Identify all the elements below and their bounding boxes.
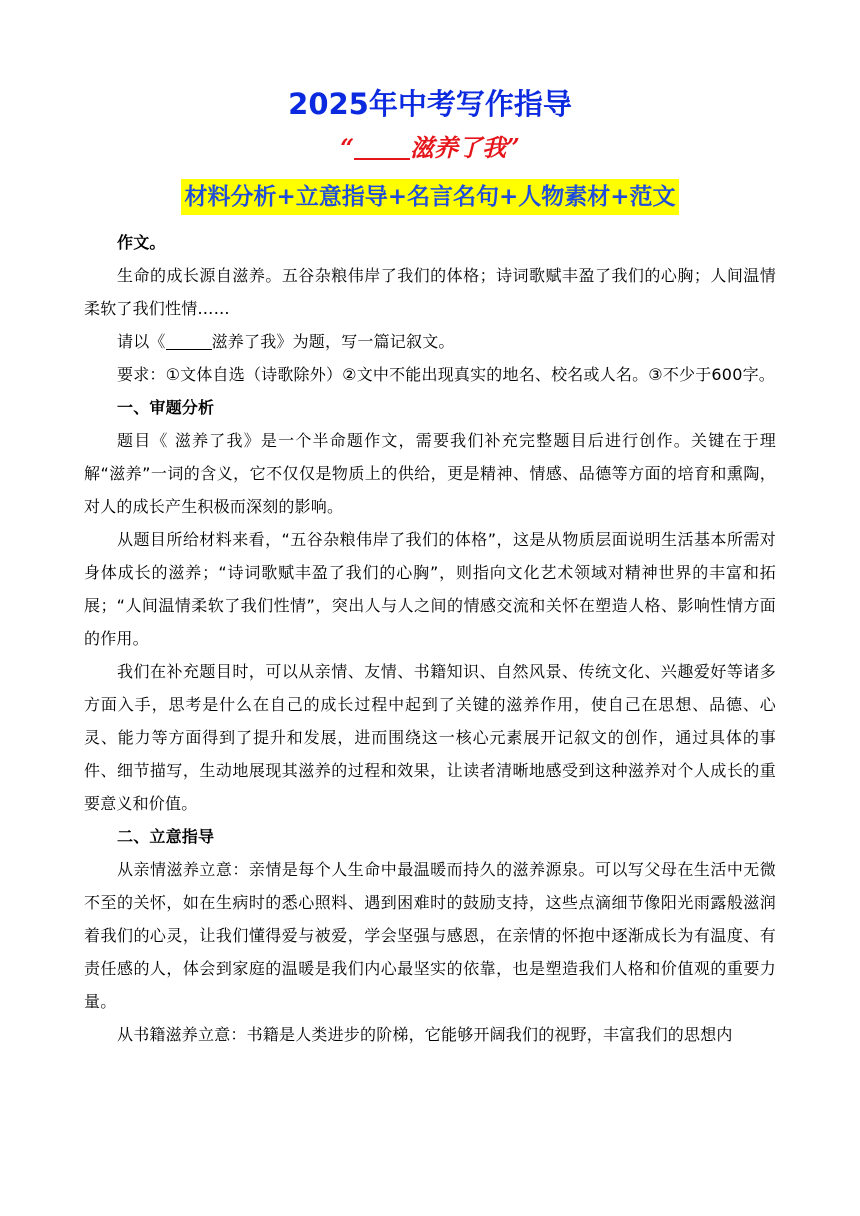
section1-paragraph-1: 题目《 滋养了我》是一个半命题作文，需要我们补充完整题目后进行创作。关键在于理解“滋养”一词的含义，它不仅仅是物质上的供给，更是精神、情感、品德等方面的培育和熏陶，对人的成长产生积极而深刻的影响。: [84, 431, 776, 516]
section1-paragraph-3: 我们在补充题目时，可以从亲情、友情、书籍知识、自然风景、传统文化、兴趣爱好等诸多方面入手，思考是什么在自己的成长过程中起到了关键的滋养作用，使自己在思想、品德、心灵、能力等方面得到了提升和发展，进而围绕这一核心元素展开记叙文的创作，通过具体的事件、细节描写，生动地展现其滋养的过程和效果，让读者清晰地感受到这种滋养对个人成长的重要意义和价值。: [84, 662, 776, 813]
section2-paragraph-1: 从亲情滋养立意：亲情是每个人生命中最温暖而持久的滋养源泉。可以写父母在生活中无微不至的关怀，如在生病时的悉心照料、遇到困难时的鼓励支持，这些点滴细节像阳光雨露般滋润着我们的心灵，让我们懂得爱与被爱，学会坚强与感恩，在亲情的怀抱中逐渐成长为有温度、有责任感的人，体会到家庭的温暖是我们内心最坚实的依靠，也是塑造我们人格和价值观的重要力量。: [84, 860, 776, 1011]
prompt-intro: 生命的成长源自滋养。五谷杂粮伟岸了我们的体格；诗词歌赋丰盈了我们的心胸；人间温情柔软了我们性情……: [84, 266, 776, 318]
subtitle-text: 滋养了我”: [410, 133, 520, 162]
section2-heading: 二、立意指导: [117, 827, 215, 846]
section1-paragraph-2: 从题目所给材料来看，“五谷杂粮伟岸了我们的体格”，这是从物质层面说明生活基本所需对身体成长的滋养；“诗词歌赋丰盈了我们的心胸”，则指向文化艺术领域对精神世界的丰富和拓展；“人间温情柔软了我们性情”，突出人与人之间的情感交流和关怀在塑造人格、影响性情方面的作用。: [84, 530, 776, 648]
instruction-after: 滋养了我》为题，写一篇记叙文。: [211, 332, 455, 351]
page-subtitle: [0, 130, 860, 166]
instruction-before: 请以《: [117, 332, 166, 351]
subtitle-open-quote: “: [340, 133, 354, 162]
highlight-text: 材料分析+立意指导+名言名句+人物素材+范文: [181, 179, 678, 215]
instruction-blank: [166, 331, 212, 350]
prompt-instruction: [84, 325, 776, 358]
section1-heading: 一、审题分析: [117, 398, 215, 417]
subtitle-blank: [354, 138, 410, 160]
highlight-banner: [0, 179, 860, 215]
prompt-requirements: 要求：①文体自选（诗歌除外）②文中不能出现真实的地名、校名或人名。③不少于600字。: [117, 365, 775, 384]
document-body: [84, 226, 776, 1051]
section2-paragraph-2: 从书籍滋养立意：书籍是人类进步的阶梯，它能够开阔我们的视野，丰富我们的思想内: [117, 1025, 733, 1044]
page-title: 2025年中考写作指导: [288, 87, 572, 121]
prompt-label: 作文。: [117, 233, 166, 252]
